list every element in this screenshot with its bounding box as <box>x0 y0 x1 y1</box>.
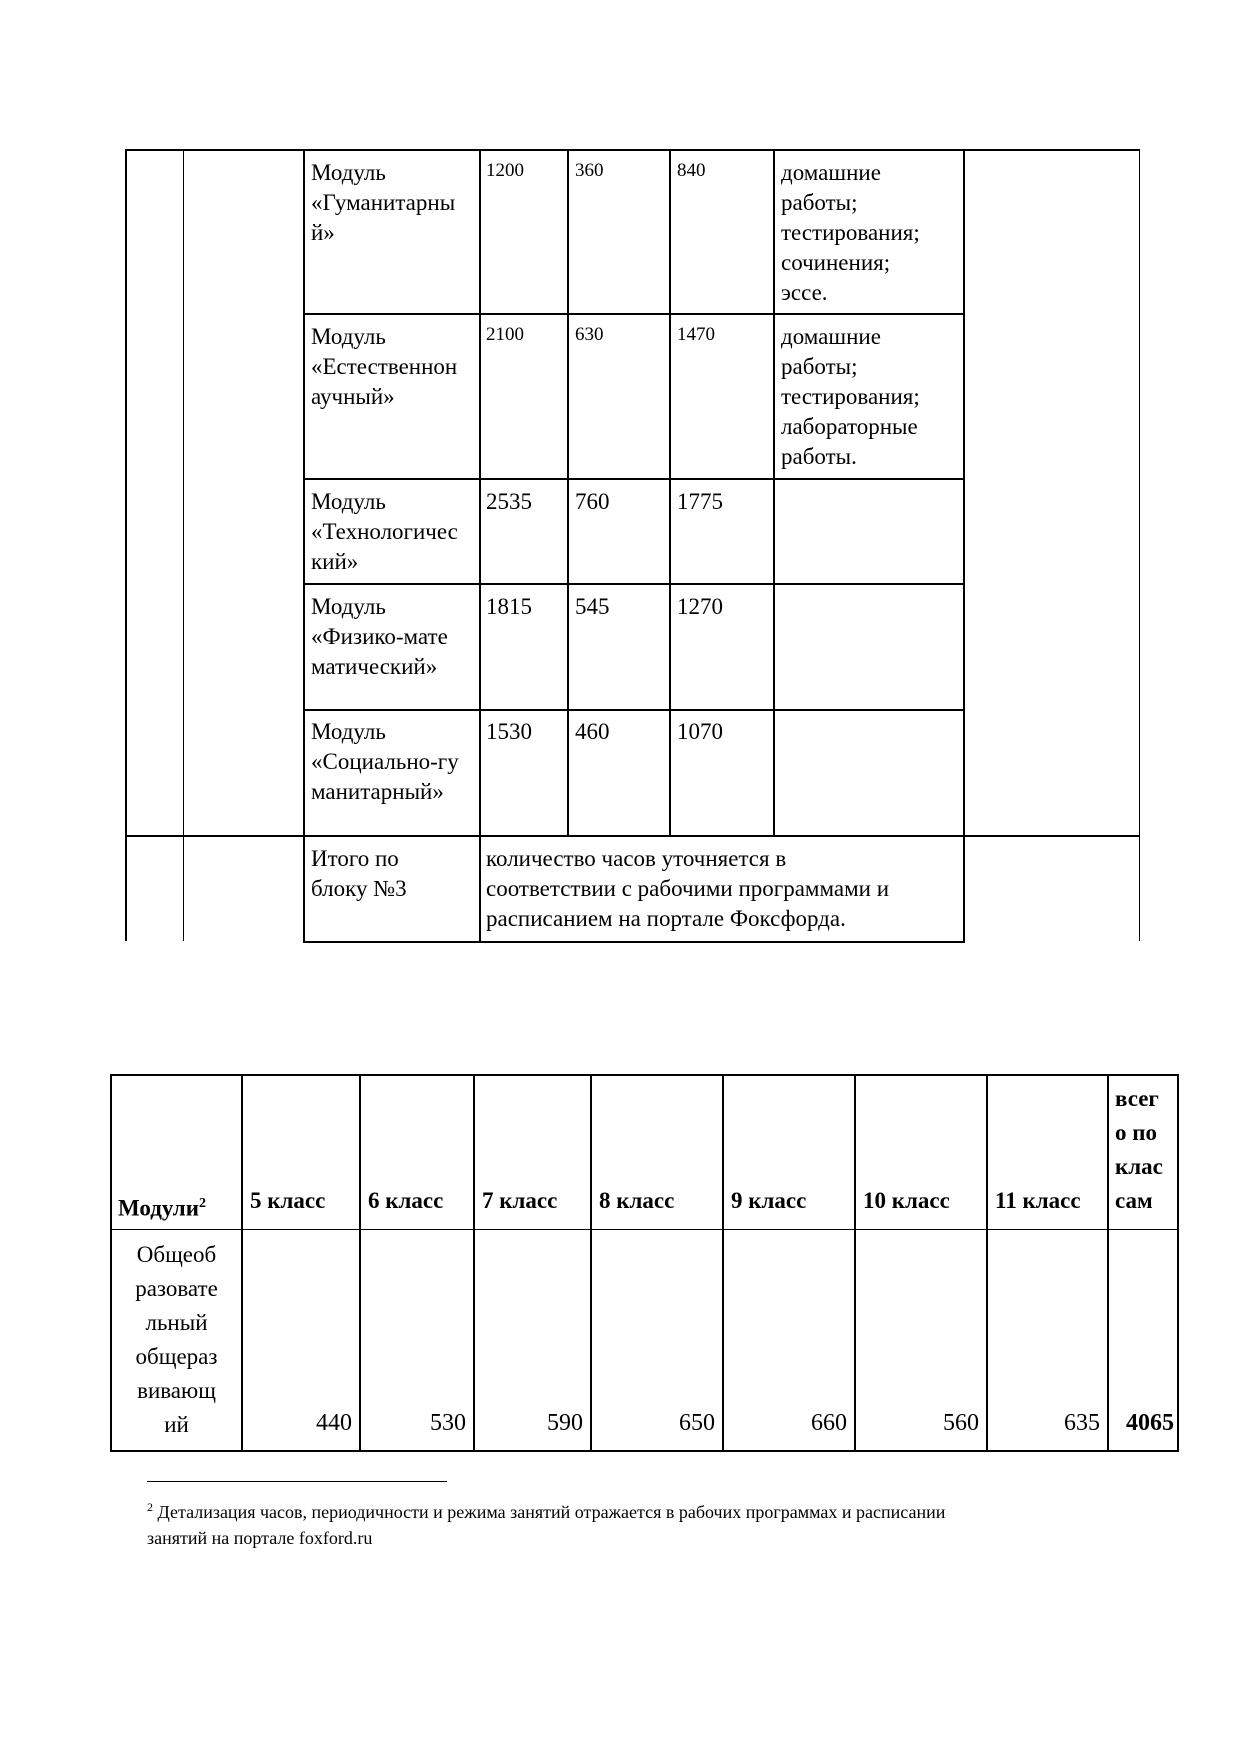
hours-total-cell: 2100 <box>486 324 524 345</box>
hours-value-cell: 760 <box>575 489 610 514</box>
hours-value-cell: 630 <box>575 324 604 345</box>
block-summary-label: Итого по блоку №3 <box>311 846 407 901</box>
footnote-separator <box>147 1481 447 1482</box>
module-name-cell: Модуль «Гуманитарны й» <box>311 160 456 245</box>
hours-value-cell: 545 <box>575 594 610 619</box>
class-hours-value: 660 <box>811 1410 847 1436</box>
module-name-cell: Модуль «Физико-мате матический» <box>311 594 448 679</box>
hours-value-cell: 1470 <box>677 324 715 345</box>
hours-total-cell: 1530 <box>486 719 532 744</box>
class-hours-value: 635 <box>1064 1410 1100 1436</box>
hours-value-cell: 840 <box>677 160 706 181</box>
row-name-cell: Общеоб разовате льный общераз вивающ ий <box>135 1242 218 1437</box>
class-hours-table <box>0 1070 1242 1450</box>
total-hours-value: 4065 <box>1126 1410 1174 1436</box>
class-column-header: 8 класс <box>599 1188 675 1213</box>
class-hours-value: 650 <box>679 1410 715 1436</box>
class-hours-value: 530 <box>430 1410 466 1436</box>
class-hours-value: 560 <box>943 1410 979 1436</box>
assessment-forms-cell: домашние работы; тестирования; сочинения; эссе. <box>781 160 920 305</box>
hours-total-cell: 1815 <box>486 594 532 619</box>
footnote-marker: 2 <box>147 1500 153 1514</box>
class-column-header: 5 класс <box>250 1188 326 1213</box>
module-name-cell: Модуль «Технологичес кий» <box>311 489 458 574</box>
hours-value-cell: 1070 <box>677 719 723 744</box>
hours-value-cell: 1775 <box>677 489 723 514</box>
class-column-header: 10 класс <box>863 1188 950 1213</box>
hours-total-cell: 1200 <box>486 160 524 181</box>
modules-column-header: Модули$^2$ <box>118 1195 206 1221</box>
class-column-header: 6 класс <box>368 1188 444 1213</box>
footnote: $^2$ Детализация часов, периодичности и режима занятий отражается в рабочих программах и расписании занятий на портале foxford.ru <box>147 1500 946 1548</box>
assessment-forms-cell: домашние работы; тестирования; лабораторные работы. <box>781 324 920 469</box>
hours-total-cell: 2535 <box>486 489 532 514</box>
class-column-header: 11 класс <box>995 1188 1081 1213</box>
block-summary-note: количество часов уточняется в соответствии с рабочими программами и расписанием на портале Фоксфорда. <box>486 846 890 931</box>
module-name-cell: Модуль «Естественнон аучный» <box>311 324 458 409</box>
class-column-header: 9 класс <box>731 1188 807 1213</box>
class-hours-value: 590 <box>547 1410 583 1436</box>
hours-value-cell: 1270 <box>677 594 723 619</box>
class-column-header: 7 класс <box>482 1188 558 1213</box>
total-column-header: всег о по клас сам <box>1115 1086 1163 1213</box>
module-name-cell: Модуль «Социально-гу манитарный» <box>311 719 459 804</box>
hours-value-cell: 460 <box>575 719 610 744</box>
footnote-reference: 2 <box>198 1196 206 1211</box>
class-hours-value: 440 <box>316 1410 352 1436</box>
hours-value-cell: 360 <box>575 160 604 181</box>
